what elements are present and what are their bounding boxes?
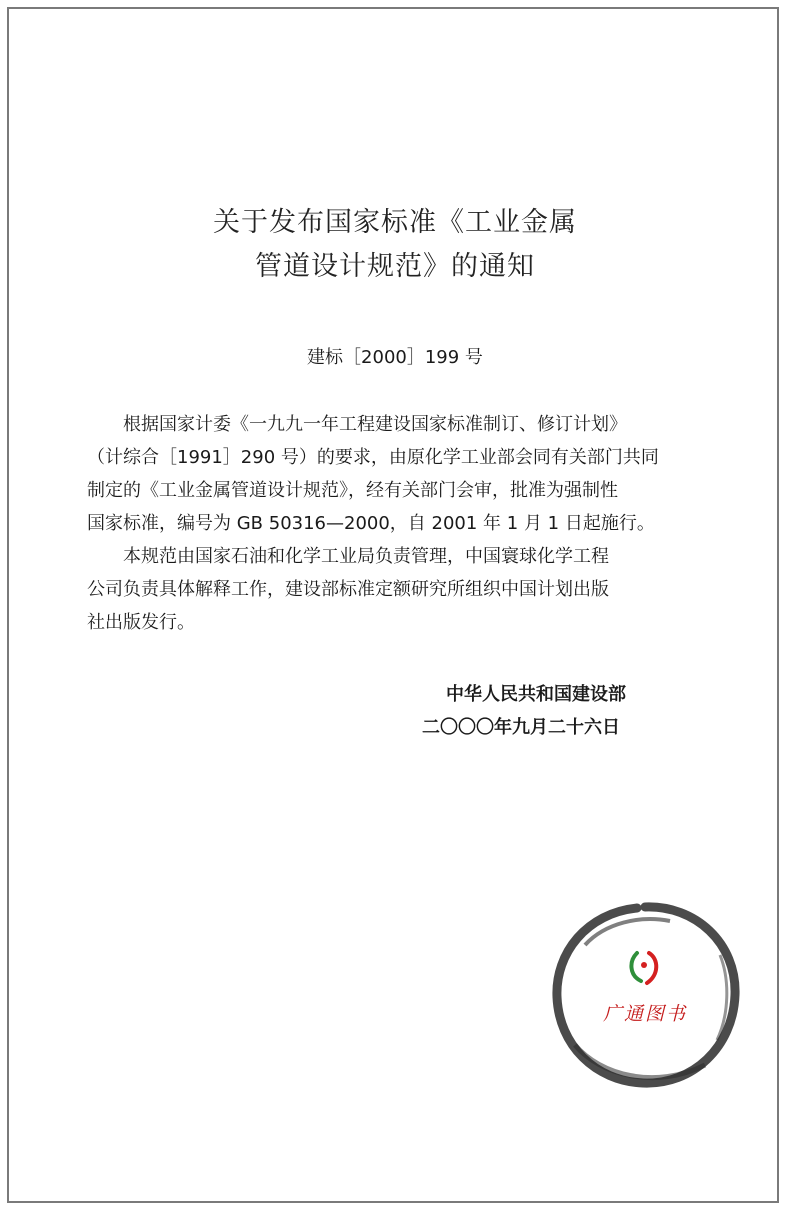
notice-title-line2: 管道设计规范》的通知 [255,251,535,282]
paragraph-1 [87,408,713,540]
paragraph-1-line: 根据国家计委《一九九一年工程建设国家标准制订、修订计划》 [123,414,627,435]
paragraph-2-line: 社出版发行。 [87,612,195,633]
signature-date: 二〇〇〇年九月二十六日 [422,717,620,738]
publisher-stamp [545,895,745,1095]
paragraph-2 [87,540,713,639]
paragraph-1-line: （计综合［1991］290 号）的要求，由原化学工业部会同有关部门共同 [87,447,659,468]
paragraph-2-line: 公司负责具体解释工作，建设部标准定额研究所组织中国计划出版 [87,579,609,600]
publisher-logo-icon [631,953,656,983]
signature-organization: 中华人民共和国建设部 [446,684,626,705]
document-number: 建标［2000］199 号 [307,347,483,368]
paragraph-1-line: 国家标准，编号为 GB 50316—2000，自 2001 年 1 月 1 日起施行。 [87,513,655,534]
stamp-ink-ring-icon [545,895,745,1095]
paragraph-1-line: 制定的《工业金属管道设计规范》，经有关部门会审，批准为强制性 [87,480,618,501]
notice-title-line1: 关于发布国家标准《工业金属 [213,207,577,238]
stamp-text: 广通图书 [602,1003,687,1025]
paragraph-2-line: 本规范由国家石油和化学工业局负责管理，中国寰球化学工程 [123,546,609,567]
